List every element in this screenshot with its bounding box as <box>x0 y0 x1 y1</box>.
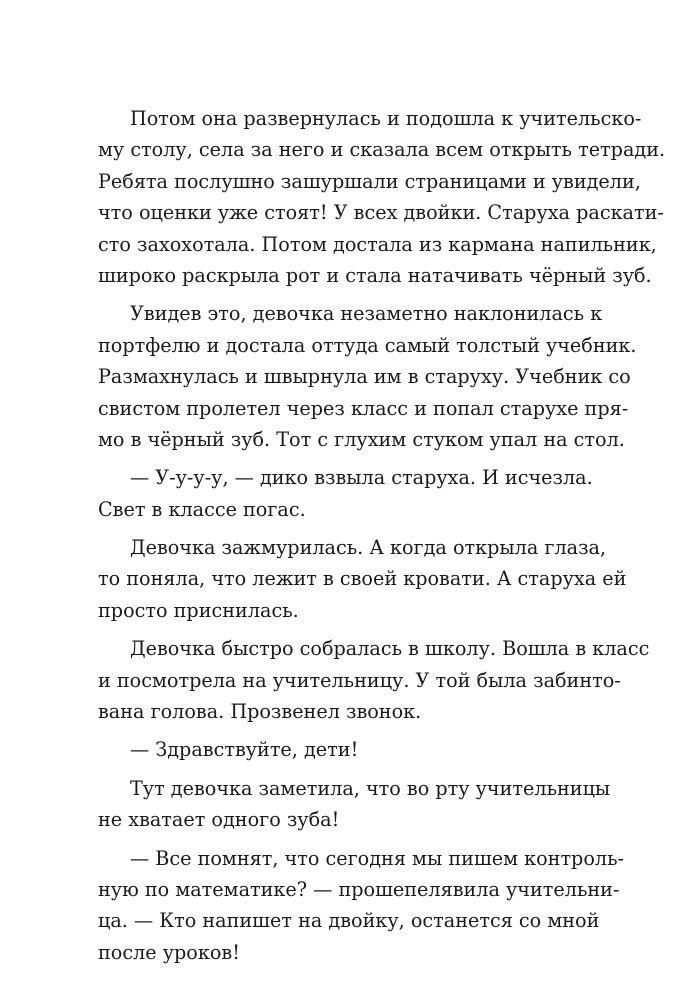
text-line: Свет в классе погас. <box>98 497 306 521</box>
paragraph <box>98 462 593 525</box>
page-text <box>98 103 666 968</box>
text-line: то поняла, что лежит в своей кровати. А старуха ей <box>98 567 627 591</box>
text-line: свистом пролетел через класс и попал старухе пря- <box>98 396 629 420</box>
text-line: не хватает одного зуба! <box>98 808 340 832</box>
text-line: после уроков! <box>98 940 240 964</box>
text-line: широко раскрыла рот и стала натачивать чёрный зуб. <box>98 263 652 287</box>
paragraph <box>98 532 627 626</box>
text-line: — У-у-у-у, — дико взвыла старуха. И исчезла. <box>130 466 593 490</box>
paragraph <box>98 734 590 765</box>
text-line: — Здравствуйте, дети! <box>130 738 359 762</box>
text-line: портфелю и достала оттуда самый толстый учебник. <box>98 333 637 357</box>
paragraph <box>98 773 611 836</box>
text-line: Потом она развернулась и подошла к учительско- <box>130 107 642 130</box>
text-line: вана голова. Прозвенел звонок. <box>98 700 422 724</box>
paragraph <box>98 298 637 455</box>
text-line: сто захохотала. Потом достала из кармана напильник, <box>98 232 657 256</box>
text-line: му столу, села за него и сказала всем открыть тетради. <box>98 138 666 162</box>
text-line: Увидев это, девочка незаметно наклонилась к <box>130 302 603 326</box>
text-line: Размахнулась и швырнула им в старуху. Учебник со <box>98 365 631 389</box>
text-line: Тут девочка заметила, что во рту учительницы <box>130 776 611 800</box>
paragraph <box>98 633 650 727</box>
text-line: Девочка зажмурилась. А когда открыла глаза, <box>130 536 607 560</box>
text-line: и посмотрела на учительницу. У той была забинто- <box>98 668 621 692</box>
text-line: просто приснилась. <box>98 598 299 622</box>
paragraph <box>98 103 666 291</box>
text-line: ца. — Кто напишет на двойку, останется со мной <box>98 909 600 933</box>
text-line: — Все помнят, что сегодня мы пишем контроль- <box>130 846 625 870</box>
paragraph <box>98 843 625 969</box>
text-line: Ребята послушно зашуршали страницами и увидели, <box>98 169 641 193</box>
text-line: мо в чёрный зуб. Тот с глухим стуком упал на стол. <box>98 427 625 451</box>
text-line: Девочка быстро собралась в школу. Вошла в класс <box>130 637 650 661</box>
text-line: что оценки уже стоят! У всех двойки. Старуха раскати- <box>98 201 664 225</box>
text-line: ную по математике? — прошепелявила учительни- <box>98 877 620 901</box>
